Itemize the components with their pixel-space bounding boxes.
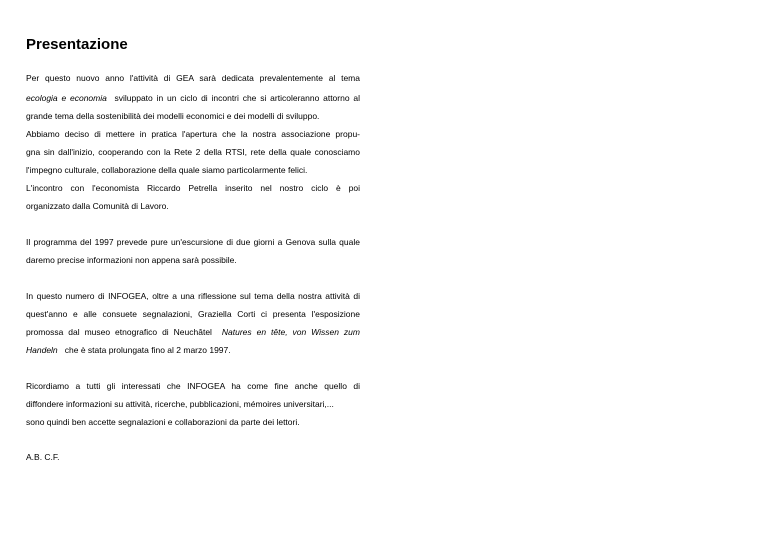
paragraph-3-line-2: quest'anno e alle consuete segnalazioni, Graziella Corti ci presenta l'esposizione: [26, 309, 360, 319]
paragraph-4-line-3: sono quindi ben accette segnalazioni e collaborazioni da parte dei lettori.: [26, 417, 300, 427]
paragraph-1-line-8: organizzato dalla Comunità di Lavoro.: [26, 201, 169, 211]
page-title: Presentazione: [26, 36, 128, 53]
paragraph-1-line-4: Abbiamo deciso di mettere in pratica l'apertura che la nostra associazione propu-: [26, 129, 360, 139]
paragraph-1-line-2: [26, 92, 360, 104]
paragraph-1-line-7: L'incontro con l'economista Riccardo Petrella inserito nel nostro ciclo è poi: [26, 183, 360, 193]
paragraph-3-line-4: [26, 344, 360, 356]
paragraph-3-line-3: [26, 326, 360, 338]
paragraph-2-line-1: Il programma del 1997 prevede pure un'escursione di due giorni a Genova sulla quale: [26, 237, 360, 247]
paragraph-1-line-1: Per questo nuovo anno l'attività di GEA sarà dedicata prevalentemente al tema: [26, 73, 360, 83]
paragraph-4-line-1: Ricordiamo a tutti gli interessati che INFOGEA ha come fine anche quello di: [26, 381, 360, 391]
paragraph-3-line-4-text: che è stata prolungata fino al 2 marzo 1997.: [64, 345, 231, 355]
exhibition-title: Natures en tête, von Wissen zum: [221, 327, 360, 337]
paragraph-1-line-6: l'impegno culturale, collaborazione della quale siamo particolarmente felici.: [26, 165, 308, 175]
paragraph-1-line-3: grande tema della sostenibilità dei modelli economici e dei modelli di sviluppo.: [26, 111, 320, 121]
paragraph-4-line-2: diffondere informazioni su attività, ricerche, pubblicazioni, mémoires universitari,...: [26, 399, 334, 409]
paragraph-2-line-2: daremo precise informazioni non appena sarà possibile.: [26, 255, 237, 265]
paragraph-3-line-3-text: promossa dal museo etnografico di Neuchâtel: [26, 327, 212, 337]
paragraph-1-line-5: gna sin dall'inizio, cooperando con la Rete 2 della RTSI, rete della quale conosciamo: [26, 147, 360, 157]
italic-phrase: ecologia e economia: [26, 93, 107, 103]
exhibition-title-end: Handeln: [26, 345, 58, 355]
signature: A.B. C.F.: [26, 452, 60, 462]
paragraph-1-line-2-text: sviluppato in un ciclo di incontri che si articoleranno attorno al: [114, 93, 360, 103]
paragraph-3-line-1: In questo numero di INFOGEA, oltre a una riflessione sul tema della nostra attività di: [26, 291, 360, 301]
